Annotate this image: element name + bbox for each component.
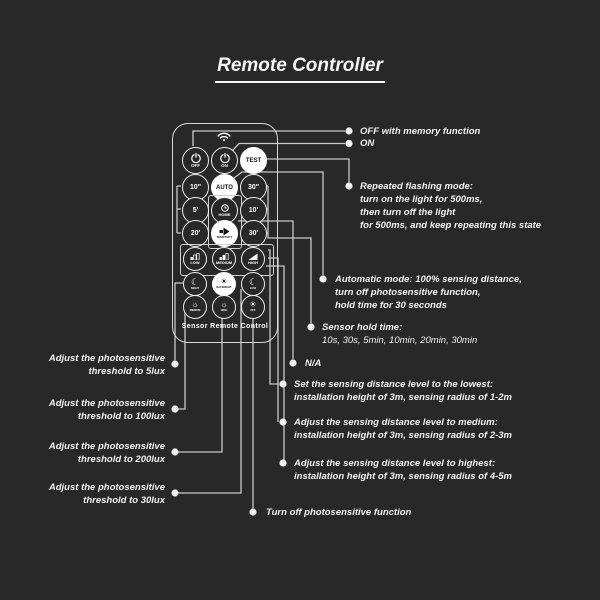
signal-medium-icon bbox=[219, 253, 229, 260]
annotation-line: turn on the light for 500ms, bbox=[360, 194, 483, 205]
annotation-line: threshold to 200lux bbox=[77, 454, 165, 465]
annotation-line: for 500ms, and keep repeating this state bbox=[360, 220, 542, 231]
btn-on bbox=[211, 147, 238, 174]
annotation-line: threshold to 30lux bbox=[83, 495, 165, 506]
btn-lux-night bbox=[183, 272, 207, 296]
annotation-na bbox=[305, 357, 321, 370]
annotation-line: Adjust the photosensitive bbox=[48, 398, 165, 409]
annotation-distance-highest bbox=[294, 457, 512, 483]
annotation-test bbox=[360, 180, 541, 232]
annotation-line: Adjust the photosensitive bbox=[48, 482, 165, 493]
btn-lux-off bbox=[241, 295, 265, 319]
annotation-lux5 bbox=[28, 352, 165, 378]
annotation-line: Sensor hold time: bbox=[322, 322, 403, 333]
btn-lux-high-label: HIGH bbox=[220, 309, 228, 313]
btn-lux-day-night-label: DAY&NIGHT bbox=[216, 286, 232, 290]
btn-lux-medium-label: MEDIUM bbox=[189, 309, 201, 313]
annotation-line: hold time for 30 seconds bbox=[335, 300, 447, 311]
annotation-line: OFF with memory function bbox=[360, 126, 481, 137]
btn-lux-day-night bbox=[212, 272, 236, 296]
sun-icon: ☀ bbox=[249, 300, 257, 310]
btn-sensitivity-label: SENSITIVITY bbox=[216, 236, 233, 240]
btn-distance-high bbox=[241, 247, 265, 271]
annotation-line: Set the sensing distance level to the lowest: bbox=[294, 379, 494, 390]
annotation-lux200 bbox=[28, 440, 165, 466]
annotation-hold-time bbox=[322, 321, 477, 347]
btn-off-label: OFF bbox=[191, 162, 200, 168]
annotation-on bbox=[360, 137, 374, 150]
annotation-line: Adjust the sensing distance level to highest: bbox=[294, 458, 496, 469]
annotation-line: Repeated flashing mode: bbox=[360, 181, 473, 192]
btn-5min-label: 5' bbox=[192, 207, 199, 214]
annotation-line: installation height of 3m, sensing radius of 2-3m bbox=[294, 430, 513, 441]
annotation-lux100 bbox=[28, 397, 165, 423]
annotation-line: Adjust the photosensitive bbox=[48, 441, 165, 452]
btn-distance-high-label: HIGH bbox=[248, 260, 258, 265]
signal-low-icon bbox=[190, 253, 200, 260]
btn-test bbox=[240, 147, 267, 174]
btn-lux-high bbox=[212, 295, 236, 319]
btn-off bbox=[182, 147, 209, 174]
btn-distance-medium-label: MEDIUM bbox=[215, 260, 233, 265]
annotation-line: turn off photosensitive function, bbox=[335, 287, 481, 298]
annotation-line: Adjust the sensing distance level to medium: bbox=[294, 417, 498, 428]
page-title: Remote Controller bbox=[215, 56, 385, 83]
annotation-line: Adjust the photosensitive bbox=[48, 353, 165, 364]
btn-30min bbox=[240, 220, 267, 247]
moon-icon: ☾ bbox=[248, 276, 258, 287]
annotation-line: installation height of 3m, sensing radius of 1-2m bbox=[294, 392, 513, 403]
btn-distance-low-label: LOW bbox=[190, 260, 200, 265]
btn-auto-label: AUTO bbox=[216, 184, 233, 191]
annotation-lux30 bbox=[28, 481, 165, 507]
annotation-line: threshold to 5lux bbox=[88, 366, 165, 377]
btn-lux-low-label: LOW bbox=[249, 286, 257, 290]
btn-10min-label: 10' bbox=[248, 207, 259, 214]
annotation-photosensitive-off bbox=[266, 506, 411, 519]
clock-icon bbox=[221, 204, 229, 212]
btn-30s-label: 30" bbox=[247, 184, 260, 191]
btn-lux-medium bbox=[183, 295, 207, 319]
btn-sensitivity bbox=[211, 220, 238, 247]
remote-controller bbox=[172, 123, 278, 343]
btn-distance-medium bbox=[212, 247, 236, 271]
annotation-auto bbox=[335, 273, 522, 312]
btn-20min-label: 20' bbox=[190, 230, 201, 237]
annotation-line: N/A bbox=[305, 358, 322, 369]
sun-icon: ☀ bbox=[220, 277, 228, 287]
moon-icon: ☾ bbox=[190, 276, 200, 287]
btn-lux-low bbox=[241, 272, 265, 296]
annotation-line: Turn off photosensitive function bbox=[266, 507, 412, 518]
btn-on-label: ON bbox=[221, 162, 228, 168]
btn-distance-low bbox=[183, 247, 207, 271]
arrow-icon bbox=[219, 227, 230, 236]
btn-test-label: TEST bbox=[245, 157, 262, 164]
sun-moon-icon: ☼ bbox=[191, 300, 199, 310]
annotation-line: then turn off the light bbox=[360, 207, 456, 218]
remote-footer-label: Sensor Remote Control bbox=[181, 323, 269, 330]
annotation-line: ON bbox=[360, 138, 375, 149]
sun-moon-icon: ☼ bbox=[220, 300, 228, 310]
power-icon bbox=[191, 153, 201, 163]
annotation-off bbox=[360, 125, 480, 138]
annotation-line: threshold to 100lux bbox=[77, 411, 165, 422]
annotation-distance-medium bbox=[294, 416, 512, 442]
btn-20min bbox=[182, 220, 209, 247]
annotation-line: installation height of 3m, sensing radius of 4-5m bbox=[294, 471, 513, 482]
power-icon bbox=[220, 153, 230, 163]
signal-high-icon bbox=[248, 253, 258, 260]
btn-30min-label: 30' bbox=[248, 230, 259, 237]
btn-home-label: HOME bbox=[218, 212, 231, 217]
wifi-signal-icon bbox=[215, 130, 233, 141]
annotation-distance-lowest bbox=[294, 378, 512, 404]
annotation-line: 10s, 30s, 5min, 10min, 20min, 30min bbox=[322, 335, 478, 346]
btn-lux-night-label: NIGHT bbox=[190, 286, 200, 290]
btn-10s-label: 10" bbox=[189, 184, 202, 191]
btn-lux-off-label: OFF bbox=[250, 309, 256, 313]
annotation-line: Automatic mode: 100% sensing distance, bbox=[335, 274, 522, 285]
